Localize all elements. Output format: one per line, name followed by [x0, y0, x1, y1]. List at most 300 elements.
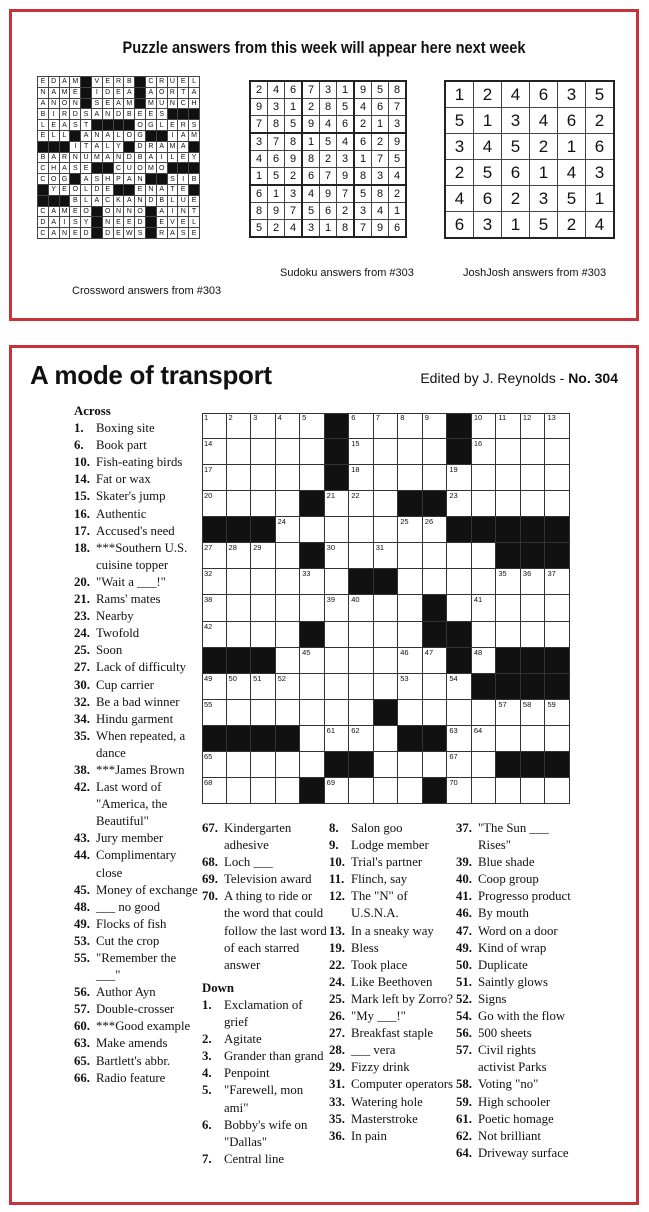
grid-cell[interactable] — [496, 726, 521, 752]
grid-cell[interactable] — [349, 622, 374, 648]
grid-cell[interactable] — [496, 439, 521, 465]
grid-cell[interactable] — [325, 569, 350, 595]
clue-item[interactable] — [74, 1053, 199, 1070]
grid-cell[interactable] — [447, 465, 472, 491]
grid-cell[interactable] — [472, 595, 497, 621]
grid-cell[interactable] — [251, 569, 276, 595]
grid-cell[interactable] — [521, 595, 546, 621]
clue-item[interactable] — [456, 1008, 576, 1025]
answer-letter-cell: T — [178, 87, 189, 98]
clue-item[interactable] — [202, 1117, 327, 1151]
across-heading: Across — [74, 404, 111, 418]
grid-cell[interactable] — [545, 778, 570, 804]
grid-cell[interactable] — [276, 700, 301, 726]
clue-number: 38. — [74, 762, 90, 777]
grid-cell[interactable] — [447, 569, 472, 595]
clue-item[interactable] — [456, 1128, 576, 1145]
clue-item[interactable] — [329, 1042, 454, 1059]
grid-cell[interactable] — [521, 569, 546, 595]
clue-text: Lodge member — [351, 838, 429, 853]
grid-cell[interactable] — [276, 543, 301, 569]
grid-cell[interactable] — [545, 439, 570, 465]
grid-cell[interactable] — [398, 595, 423, 621]
grid-cell[interactable] — [374, 543, 399, 569]
grid-cell[interactable] — [423, 439, 448, 465]
grid-cell[interactable] — [496, 595, 521, 621]
crossword-grid[interactable] — [202, 413, 570, 804]
grid-cell[interactable] — [398, 569, 423, 595]
answer-block-cell — [70, 174, 81, 185]
grid-cell[interactable] — [251, 595, 276, 621]
puzzle-panel — [9, 345, 639, 1205]
grid-cell[interactable] — [521, 439, 546, 465]
clue-item[interactable] — [74, 1001, 199, 1018]
joshjosh-cell: 2 — [445, 160, 474, 186]
grid-cell[interactable] — [276, 752, 301, 778]
grid-cell[interactable] — [545, 622, 570, 648]
clue-item[interactable] — [329, 1128, 454, 1145]
grid-cell[interactable] — [423, 700, 448, 726]
grid-cell[interactable] — [325, 517, 350, 543]
grid-cell[interactable] — [496, 413, 521, 439]
grid-cell[interactable] — [349, 465, 374, 491]
grid-cell[interactable] — [349, 778, 374, 804]
sudoku-cell: 4 — [372, 203, 389, 220]
clue-item[interactable] — [74, 540, 199, 574]
answer-letter-cell: N — [59, 228, 70, 239]
grid-cell[interactable] — [325, 595, 350, 621]
grid-cell[interactable] — [398, 700, 423, 726]
grid-cell[interactable] — [349, 648, 374, 674]
clue-item[interactable] — [74, 454, 199, 471]
grid-cell[interactable] — [472, 700, 497, 726]
grid-cell[interactable] — [325, 622, 350, 648]
answer-letter-cell: G — [145, 120, 156, 131]
answer-letter-cell: O — [156, 163, 167, 174]
clue-item[interactable] — [74, 899, 199, 916]
clue-item[interactable] — [456, 854, 576, 871]
grid-cell[interactable] — [325, 674, 350, 700]
grid-cell[interactable] — [496, 700, 521, 726]
clue-item[interactable] — [74, 471, 199, 488]
grid-cell[interactable] — [300, 439, 325, 465]
grid-cell[interactable] — [472, 543, 497, 569]
clue-number: 59. — [456, 1094, 472, 1109]
sudoku-cell: 4 — [302, 185, 320, 203]
grid-cell[interactable] — [521, 413, 546, 439]
grid-cell[interactable] — [251, 491, 276, 517]
grid-cell[interactable] — [472, 465, 497, 491]
clue-item[interactable] — [202, 1151, 327, 1168]
clue-item[interactable] — [202, 1082, 327, 1116]
grid-cell[interactable] — [545, 595, 570, 621]
grid-cell[interactable] — [545, 726, 570, 752]
clue-item[interactable] — [329, 837, 454, 854]
clue-text: Fat or wax — [96, 472, 151, 487]
grid-cell[interactable] — [349, 517, 374, 543]
grid-cell[interactable] — [202, 622, 227, 648]
clue-item[interactable] — [456, 1076, 576, 1093]
clue-item[interactable] — [329, 1025, 454, 1042]
grid-cell[interactable] — [227, 543, 252, 569]
grid-cell[interactable] — [276, 439, 301, 465]
grid-cell[interactable] — [423, 648, 448, 674]
grid-cell[interactable] — [349, 726, 374, 752]
clue-item[interactable] — [329, 820, 454, 837]
clue-item[interactable] — [329, 957, 454, 974]
grid-cell[interactable] — [251, 674, 276, 700]
clue-item[interactable] — [74, 882, 199, 899]
grid-cell[interactable] — [496, 465, 521, 491]
grid-cell[interactable] — [423, 517, 448, 543]
answer-letter-cell: B — [70, 195, 81, 206]
grid-cell[interactable] — [251, 543, 276, 569]
clue-item[interactable] — [329, 923, 454, 940]
grid-cell[interactable] — [202, 595, 227, 621]
sudoku-cell: 7 — [268, 133, 285, 151]
grid-cell[interactable] — [374, 465, 399, 491]
clue-item[interactable] — [74, 506, 199, 523]
grid-cell[interactable] — [325, 648, 350, 674]
grid-cell[interactable] — [398, 674, 423, 700]
grid-cell[interactable] — [374, 517, 399, 543]
clue-item[interactable] — [329, 888, 454, 922]
clue-item[interactable] — [456, 820, 576, 854]
grid-cell[interactable] — [496, 491, 521, 517]
grid-cell[interactable] — [349, 413, 374, 439]
answer-letter-cell: B — [124, 109, 135, 120]
grid-cell[interactable] — [447, 595, 472, 621]
answer-letter-cell: R — [156, 77, 167, 88]
joshjosh-cell: 5 — [445, 108, 474, 134]
grid-cell[interactable] — [276, 674, 301, 700]
grid-cell[interactable] — [521, 700, 546, 726]
clue-number: 36. — [329, 1128, 345, 1143]
grid-cell[interactable] — [202, 465, 227, 491]
grid-cell[interactable] — [227, 413, 252, 439]
grid-cell[interactable] — [325, 726, 350, 752]
clue-item[interactable] — [202, 888, 327, 973]
grid-cell[interactable] — [202, 569, 227, 595]
grid-cell[interactable] — [398, 413, 423, 439]
clue-item[interactable] — [74, 779, 199, 830]
grid-cell[interactable] — [202, 439, 227, 465]
answer-letter-cell: G — [135, 130, 146, 141]
clue-item[interactable] — [202, 820, 327, 854]
grid-cell[interactable] — [276, 622, 301, 648]
clue-item[interactable] — [74, 437, 199, 454]
answer-letter-cell: E — [145, 109, 156, 120]
clue-item[interactable] — [202, 854, 327, 871]
grid-cell[interactable] — [545, 569, 570, 595]
clue-item[interactable] — [74, 625, 199, 642]
answer-letter-cell: D — [113, 109, 124, 120]
clue-item[interactable] — [74, 711, 199, 728]
grid-cell[interactable] — [251, 700, 276, 726]
clue-item[interactable] — [74, 694, 199, 711]
clue-number: 44. — [74, 848, 90, 863]
grid-cell[interactable] — [423, 543, 448, 569]
grid-cell[interactable] — [521, 622, 546, 648]
grid-cell[interactable] — [276, 413, 301, 439]
grid-cell[interactable] — [447, 543, 472, 569]
grid-cell[interactable] — [300, 674, 325, 700]
grid-cell[interactable] — [398, 648, 423, 674]
grid-cell[interactable] — [202, 778, 227, 804]
clue-column-3 — [329, 820, 454, 1145]
grid-cell[interactable] — [202, 491, 227, 517]
grid-block-cell — [227, 648, 252, 674]
grid-cell[interactable] — [202, 413, 227, 439]
clue-item[interactable] — [74, 762, 199, 779]
grid-cell[interactable] — [251, 439, 276, 465]
grid-cell[interactable] — [276, 648, 301, 674]
grid-cell[interactable] — [521, 465, 546, 491]
grid-cell[interactable] — [276, 778, 301, 804]
grid-cell[interactable] — [251, 413, 276, 439]
grid-cell[interactable] — [374, 726, 399, 752]
clue-item[interactable] — [202, 1048, 327, 1065]
answer-block-cell — [167, 109, 178, 120]
grid-cell[interactable] — [447, 700, 472, 726]
grid-cell-number: 68 — [204, 777, 213, 787]
answer-letter-cell: A — [113, 98, 124, 109]
grid-cell[interactable] — [374, 648, 399, 674]
answer-letter-cell: E — [135, 109, 146, 120]
grid-cell[interactable] — [447, 726, 472, 752]
grid-cell[interactable] — [472, 622, 497, 648]
grid-cell[interactable] — [472, 439, 497, 465]
clue-item[interactable] — [74, 984, 199, 1001]
clue-item[interactable] — [74, 728, 199, 762]
grid-cell[interactable] — [423, 569, 448, 595]
clue-item[interactable] — [202, 997, 327, 1031]
grid-cell[interactable] — [202, 752, 227, 778]
clue-text: Flinch, say — [351, 872, 408, 887]
grid-cell[interactable] — [300, 700, 325, 726]
grid-cell[interactable] — [276, 595, 301, 621]
sudoku-cell: 8 — [337, 220, 355, 238]
grid-cell[interactable] — [423, 752, 448, 778]
grid-cell[interactable] — [300, 595, 325, 621]
grid-cell[interactable] — [300, 752, 325, 778]
grid-cell[interactable] — [349, 439, 374, 465]
grid-cell[interactable] — [276, 517, 301, 543]
grid-cell[interactable] — [251, 752, 276, 778]
grid-cell[interactable] — [472, 752, 497, 778]
grid-cell[interactable] — [398, 752, 423, 778]
grid-cell[interactable] — [251, 778, 276, 804]
clue-text: Go with the flow — [478, 1009, 566, 1024]
answer-letter-cell: H — [189, 98, 200, 109]
grid-cell[interactable] — [325, 700, 350, 726]
clue-item[interactable] — [329, 1059, 454, 1076]
grid-cell[interactable] — [276, 491, 301, 517]
clue-item[interactable] — [202, 1031, 327, 1048]
clue-item[interactable] — [329, 854, 454, 871]
clue-item[interactable] — [74, 574, 199, 591]
clue-item[interactable] — [74, 916, 199, 933]
clue-item[interactable] — [456, 1025, 576, 1042]
grid-cell[interactable] — [349, 700, 374, 726]
grid-cell[interactable] — [496, 778, 521, 804]
grid-cell[interactable] — [276, 465, 301, 491]
grid-cell[interactable] — [472, 726, 497, 752]
grid-cell[interactable] — [398, 517, 423, 543]
clue-number: 29. — [329, 1060, 345, 1075]
grid-cell[interactable] — [349, 595, 374, 621]
grid-cell[interactable] — [374, 439, 399, 465]
grid-cell[interactable] — [202, 543, 227, 569]
grid-cell[interactable] — [472, 778, 497, 804]
clue-item[interactable] — [456, 940, 576, 957]
grid-cell[interactable] — [398, 778, 423, 804]
clue-item[interactable] — [74, 659, 199, 676]
clue-item[interactable] — [202, 871, 327, 888]
grid-cell[interactable] — [398, 543, 423, 569]
grid-cell[interactable] — [374, 674, 399, 700]
grid-cell[interactable] — [227, 622, 252, 648]
clue-item[interactable] — [74, 847, 199, 881]
clue-item[interactable] — [456, 1145, 576, 1162]
grid-cell[interactable] — [447, 674, 472, 700]
grid-cell[interactable] — [521, 726, 546, 752]
clue-item[interactable] — [456, 957, 576, 974]
clue-item[interactable] — [456, 923, 576, 940]
clue-item[interactable] — [74, 933, 199, 950]
answer-block-cell — [81, 98, 92, 109]
grid-cell[interactable] — [325, 491, 350, 517]
grid-cell[interactable] — [227, 491, 252, 517]
clue-item[interactable] — [329, 1111, 454, 1128]
grid-cell[interactable] — [276, 569, 301, 595]
grid-cell[interactable] — [349, 543, 374, 569]
sudoku-cell: 7 — [285, 203, 303, 220]
grid-cell[interactable] — [251, 465, 276, 491]
clue-item[interactable] — [329, 871, 454, 888]
clue-item[interactable] — [74, 677, 199, 694]
grid-cell[interactable] — [545, 491, 570, 517]
grid-cell[interactable] — [521, 778, 546, 804]
grid-cell[interactable] — [300, 648, 325, 674]
grid-cell[interactable] — [398, 465, 423, 491]
grid-cell[interactable] — [374, 413, 399, 439]
grid-cell[interactable] — [251, 622, 276, 648]
grid-cell[interactable] — [227, 569, 252, 595]
grid-cell[interactable] — [374, 778, 399, 804]
grid-cell[interactable] — [423, 413, 448, 439]
grid-cell[interactable] — [496, 622, 521, 648]
grid-cell[interactable] — [374, 752, 399, 778]
grid-cell[interactable] — [227, 700, 252, 726]
clue-item[interactable] — [329, 974, 454, 991]
clue-item[interactable] — [202, 1065, 327, 1082]
grid-cell[interactable] — [202, 700, 227, 726]
grid-cell[interactable] — [300, 465, 325, 491]
clue-item[interactable] — [74, 608, 199, 625]
grid-cell[interactable] — [447, 778, 472, 804]
clue-item[interactable] — [74, 488, 199, 505]
grid-cell[interactable] — [300, 569, 325, 595]
clue-item[interactable] — [74, 591, 199, 608]
clue-item[interactable] — [456, 888, 576, 905]
grid-cell[interactable] — [300, 413, 325, 439]
clue-item[interactable] — [74, 523, 199, 540]
grid-cell[interactable] — [227, 752, 252, 778]
grid-cell-number: 41 — [473, 595, 483, 605]
grid-cell[interactable] — [545, 465, 570, 491]
grid-cell[interactable] — [423, 674, 448, 700]
grid-cell[interactable] — [300, 726, 325, 752]
grid-cell[interactable] — [374, 622, 399, 648]
grid-cell[interactable] — [202, 674, 227, 700]
grid-cell[interactable] — [227, 595, 252, 621]
grid-cell[interactable] — [398, 622, 423, 648]
answer-letter-cell: A — [124, 87, 135, 98]
grid-cell[interactable] — [227, 674, 252, 700]
grid-cell[interactable] — [227, 439, 252, 465]
grid-cell[interactable] — [472, 569, 497, 595]
clue-item[interactable] — [456, 974, 576, 991]
grid-cell[interactable] — [447, 491, 472, 517]
clue-text: Skater's jump — [96, 489, 166, 504]
grid-cell-number: 33 — [302, 569, 311, 579]
clue-item[interactable] — [456, 1094, 576, 1111]
clue-item[interactable] — [329, 1008, 454, 1025]
clue-item[interactable] — [74, 1035, 199, 1052]
clue-item[interactable] — [74, 830, 199, 847]
clue-item[interactable] — [329, 991, 454, 1008]
grid-cell[interactable] — [325, 543, 350, 569]
clue-item[interactable] — [329, 940, 454, 957]
clue-item[interactable] — [456, 991, 576, 1008]
grid-cell[interactable] — [374, 595, 399, 621]
grid-cell[interactable] — [521, 491, 546, 517]
grid-cell-number: 48 — [473, 647, 483, 657]
grid-cell[interactable] — [349, 674, 374, 700]
clue-item[interactable] — [74, 1070, 199, 1087]
clue-item[interactable] — [456, 1042, 576, 1076]
clue-item[interactable] — [329, 1094, 454, 1111]
clue-item[interactable] — [74, 420, 199, 437]
clue-item[interactable] — [456, 1111, 576, 1128]
grid-cell[interactable] — [472, 491, 497, 517]
grid-cell[interactable] — [227, 465, 252, 491]
grid-cell[interactable] — [349, 491, 374, 517]
crossword-answers-caption: Crossword answers from #303 — [72, 285, 222, 297]
clue-text: In a sneaky way — [351, 923, 434, 938]
clue-item[interactable] — [456, 871, 576, 888]
grid-cell[interactable] — [545, 413, 570, 439]
grid-cell[interactable] — [472, 648, 497, 674]
clue-item[interactable] — [456, 905, 576, 922]
clue-item[interactable] — [74, 950, 199, 984]
grid-cell[interactable] — [374, 491, 399, 517]
grid-cell[interactable] — [227, 778, 252, 804]
grid-cell[interactable] — [496, 569, 521, 595]
clue-item[interactable] — [329, 1076, 454, 1093]
grid-cell[interactable] — [472, 413, 497, 439]
grid-cell[interactable] — [398, 439, 423, 465]
grid-cell[interactable] — [300, 517, 325, 543]
grid-cell[interactable] — [423, 465, 448, 491]
grid-cell[interactable] — [325, 778, 350, 804]
clue-item[interactable] — [74, 642, 199, 659]
grid-cell[interactable] — [447, 752, 472, 778]
clue-item[interactable] — [74, 1018, 199, 1035]
grid-cell[interactable] — [545, 700, 570, 726]
sudoku-cell: 6 — [372, 99, 389, 116]
